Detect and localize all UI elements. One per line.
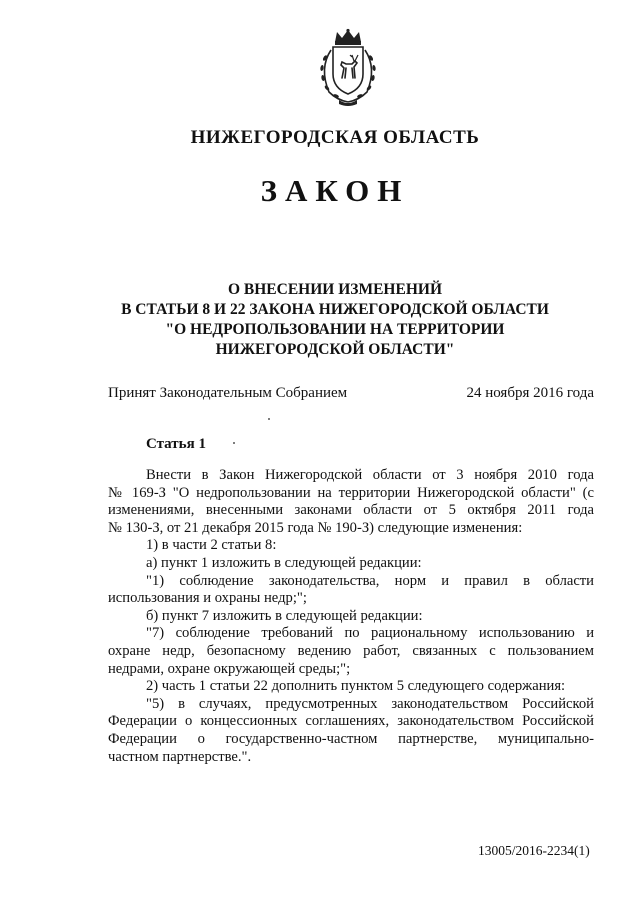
law-title-line: О ВНЕСЕНИИ ИЗМЕНЕНИЙ [227,281,442,298]
body-line: "5) в случаях, предусмотренных законодательством Российской [146,695,594,712]
adoption-date: 24 ноября 2016 года [466,385,594,401]
body-line: а) пункт 1 изложить в следующей редакции: [146,554,422,571]
coat-of-arms-icon [311,28,385,108]
law-title-line: В СТАТЬИ 8 И 22 ЗАКОНА НИЖЕГОРОДСКОЙ ОБЛАСТИ [121,301,549,318]
body-line: частном партнерстве.". [108,748,252,765]
law-title-line: НИЖЕГОРОДСКОЙ ОБЛАСТИ" [215,341,455,358]
law-title [0,280,640,360]
body-line: Внести в Закон Нижегородской области от 3 ноября 2010 года [146,467,594,483]
body-line: 1) в части 2 статьи 8: [146,537,277,554]
body-line: 2) часть 1 статьи 22 дополнить пунктом 5 следующего содержания: [146,678,566,695]
region-name: НИЖЕГОРОДСКАЯ ОБЛАСТЬ [190,127,480,148]
body-line: б) пункт 7 изложить в следующей редакции: [146,607,423,624]
body-line: охране недр, безопасному ведению работ, связанных с пользованием [108,642,594,659]
law-title-line: "О НЕДРОПОЛЬЗОВАНИИ НА ТЕРРИТОРИИ [165,321,505,338]
body-line: недрами, охране окружающей среды;"; [108,660,351,677]
scan-speck [233,442,235,444]
body-line: Федерации о концессионных соглашениях, законодательством Российской [108,713,594,730]
body-line: "1) соблюдение законодательства, норм и правил в области [146,572,594,589]
body-line: использования и охраны недр;"; [108,590,307,607]
adoption-label: Принят Законодательным Собранием [108,385,348,401]
body-line: № 130-З, от 21 декабря 2015 года № 190-З) следующие изменения: [108,519,523,536]
adoption-line [108,385,594,402]
registration-number: 13005/2016-2234(1) [478,843,590,858]
body-line: Федерации о государственно-частном партнерстве, муниципально- [108,730,594,747]
body-line: "7) соблюдение требований по рациональному использованию и [146,625,594,642]
document-type: ЗАКОН [260,173,410,208]
body-line: изменениями, внесенными законами области от 5 октября 2011 года [108,502,594,519]
article-body [108,467,594,766]
article-heading: Статья 1 [146,436,206,452]
body-line: № 169-З "О недропользовании на территории Нижегородской области" (с [108,484,594,501]
scan-speck [268,418,270,420]
